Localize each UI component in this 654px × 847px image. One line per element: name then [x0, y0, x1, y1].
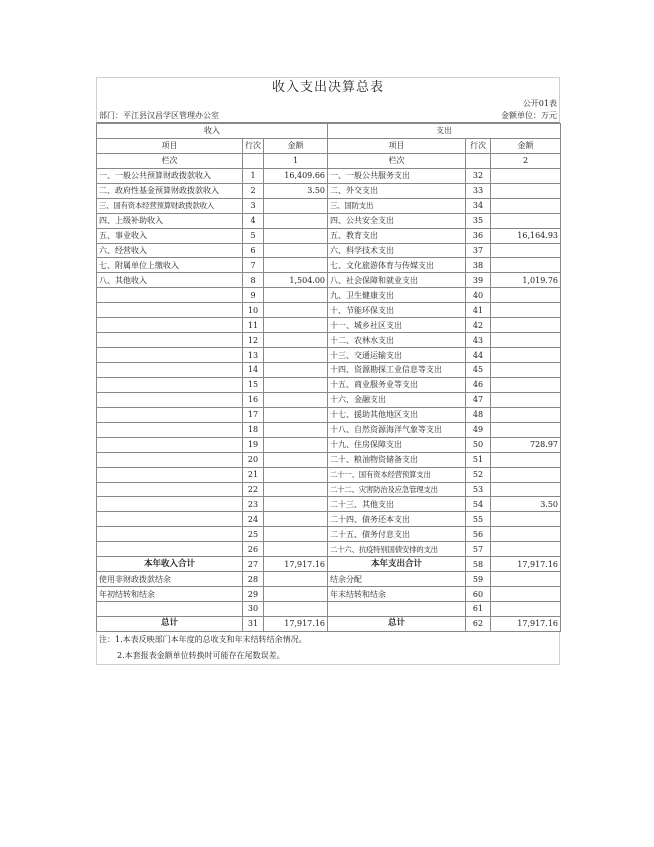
income-rowno-cell: 16	[243, 392, 264, 407]
expense-rowno-cell: 56	[466, 527, 491, 542]
expense-item-cell	[328, 602, 466, 617]
expense-item-cell: 三、国防支出	[328, 198, 466, 213]
expense-rowno-cell: 58	[466, 557, 491, 572]
expense-amount-cell	[491, 213, 561, 228]
income-rowno-cell: 12	[243, 333, 264, 348]
expense-item-cell: 七、文化旅游体育与传媒支出	[328, 258, 466, 273]
expense-rowno-cell: 52	[466, 467, 491, 482]
table-row	[97, 482, 561, 497]
income-item-cell	[97, 318, 243, 333]
expense-amount-cell	[491, 392, 561, 407]
expense-amount-cell	[491, 377, 561, 392]
expense-rowno-cell: 34	[466, 198, 491, 213]
expense-amount-cell	[491, 288, 561, 303]
amount-unit: 金额单位：万元	[501, 111, 557, 120]
expense-rowno-cell: 40	[466, 288, 491, 303]
expense-rowno-cell: 51	[466, 452, 491, 467]
expense-amount-cell	[491, 348, 561, 363]
income-amount-cell	[264, 482, 328, 497]
expense-amount-cell	[491, 243, 561, 258]
table-row	[97, 303, 561, 318]
income-amount-cell	[264, 288, 328, 303]
expense-amount-cell	[491, 452, 561, 467]
department-name: 部门：平江县汉昌学区管理办公室	[99, 111, 219, 120]
income-amount-cell	[264, 467, 328, 482]
expense-rowno-cell: 50	[466, 437, 491, 452]
income-rowno-cell: 18	[243, 422, 264, 437]
expense-amount-cell: 16,164.93	[491, 228, 561, 243]
expense-amount-cell	[491, 602, 561, 617]
table-row	[97, 213, 561, 228]
expense-rowno-cell: 46	[466, 377, 491, 392]
income-column-blank	[243, 153, 264, 168]
income-item-cell: 使用非财政拨款结余	[97, 572, 243, 587]
expense-rowno-header: 行次	[466, 138, 491, 153]
income-amount-cell: 16,409.66	[264, 168, 328, 183]
income-item-cell: 一、一般公共预算财政拨款收入	[97, 168, 243, 183]
income-item-cell	[97, 497, 243, 512]
notes-section	[96, 632, 560, 665]
expense-item-cell: 十九、住房保障支出	[328, 437, 466, 452]
table-row	[97, 452, 561, 467]
income-amount-cell	[264, 452, 328, 467]
expense-rowno-cell: 61	[466, 602, 491, 617]
income-amount-cell	[264, 512, 328, 527]
department-row	[96, 110, 560, 123]
income-rowno-cell: 3	[243, 198, 264, 213]
income-rowno-cell: 11	[243, 318, 264, 333]
expense-amount-cell	[491, 168, 561, 183]
income-rowno-cell: 7	[243, 258, 264, 273]
income-rowno-cell: 9	[243, 288, 264, 303]
expense-item-cell: 结余分配	[328, 572, 466, 587]
section-header-row	[97, 124, 561, 139]
table-row	[97, 258, 561, 273]
income-amount-cell	[264, 363, 328, 378]
expense-amount-cell	[491, 467, 561, 482]
expense-item-cell: 二十三、其他支出	[328, 497, 466, 512]
table-row	[97, 467, 561, 482]
income-item-cell	[97, 333, 243, 348]
income-rowno-cell: 30	[243, 602, 264, 617]
expense-rowno-cell: 47	[466, 392, 491, 407]
income-item-cell	[97, 288, 243, 303]
expense-item-cell: 二十二、灾害防治及应急管理支出	[328, 482, 466, 497]
expense-column-label: 栏次	[328, 153, 466, 168]
table-row	[97, 198, 561, 213]
expense-item-cell: 四、公共安全支出	[328, 213, 466, 228]
income-rowno-cell: 25	[243, 527, 264, 542]
income-amount-cell	[264, 497, 328, 512]
expense-amount-cell	[491, 318, 561, 333]
income-amount-cell	[264, 333, 328, 348]
income-item-cell	[97, 542, 243, 557]
income-amount-cell	[264, 437, 328, 452]
income-rowno-cell: 31	[243, 616, 264, 631]
income-item-cell: 八、其他收入	[97, 273, 243, 288]
income-rowno-header: 行次	[243, 138, 264, 153]
expense-rowno-cell: 41	[466, 303, 491, 318]
expense-rowno-cell: 44	[466, 348, 491, 363]
table-row	[97, 542, 561, 557]
table-row	[97, 572, 561, 587]
expense-rowno-cell: 49	[466, 422, 491, 437]
table-row	[97, 422, 561, 437]
income-rowno-cell: 5	[243, 228, 264, 243]
income-amount-cell	[264, 198, 328, 213]
income-item-cell	[97, 363, 243, 378]
note-line: 注：1.本表反映部门本年度的总收支和年末结转结余情况。	[99, 634, 307, 644]
table-row	[97, 273, 561, 288]
table-row	[97, 392, 561, 407]
expense-amount-cell	[491, 527, 561, 542]
income-item-cell	[97, 392, 243, 407]
expense-item-cell: 年末结转和结余	[328, 587, 466, 602]
expense-amount-cell	[491, 482, 561, 497]
form-number: 公开01表	[96, 98, 560, 110]
expense-amount-cell	[491, 303, 561, 318]
expense-item-cell: 十三、交通运输支出	[328, 348, 466, 363]
income-amount-cell: 17,917.16	[264, 557, 328, 572]
income-item-header: 项目	[97, 138, 243, 153]
income-amount-cell	[264, 303, 328, 318]
income-amount-cell	[264, 243, 328, 258]
expense-amount-cell: 3.50	[491, 497, 561, 512]
expense-item-cell: 十一、城乡社区支出	[328, 318, 466, 333]
income-item-cell	[97, 422, 243, 437]
income-amount-cell	[264, 258, 328, 273]
income-rowno-cell: 19	[243, 437, 264, 452]
expense-amount-cell	[491, 572, 561, 587]
expense-rowno-cell: 45	[466, 363, 491, 378]
table-row	[97, 168, 561, 183]
income-rowno-cell: 24	[243, 512, 264, 527]
expense-amount-header: 金额	[491, 138, 561, 153]
table-row	[97, 407, 561, 422]
expense-rowno-cell: 54	[466, 497, 491, 512]
income-section-header: 收入	[97, 124, 328, 139]
note-line: 2.本套报表金额单位转换时可能存在尾数误差。	[117, 650, 285, 660]
table-row	[97, 437, 561, 452]
page-title: 收入支出决算总表	[96, 77, 560, 98]
expense-rowno-cell: 39	[466, 273, 491, 288]
expense-rowno-cell: 36	[466, 228, 491, 243]
expense-item-cell: 五、教育支出	[328, 228, 466, 243]
expense-rowno-cell: 55	[466, 512, 491, 527]
table-row	[97, 363, 561, 378]
income-amount-cell	[264, 392, 328, 407]
income-amount-cell: 17,917.16	[264, 616, 328, 631]
expense-rowno-cell: 38	[466, 258, 491, 273]
income-item-cell: 二、政府性基金预算财政拨款收入	[97, 183, 243, 198]
expense-amount-cell	[491, 198, 561, 213]
expense-rowno-cell: 32	[466, 168, 491, 183]
expense-item-cell: 十五、商业服务业等支出	[328, 377, 466, 392]
income-column-index: 1	[264, 153, 328, 168]
column-header-row	[97, 138, 561, 153]
expense-item-cell: 八、社会保障和就业支出	[328, 273, 466, 288]
table-row	[97, 183, 561, 198]
table-row	[97, 602, 561, 617]
income-item-cell	[97, 407, 243, 422]
income-rowno-cell: 17	[243, 407, 264, 422]
income-rowno-cell: 28	[243, 572, 264, 587]
income-item-cell: 六、经营收入	[97, 243, 243, 258]
expense-amount-cell	[491, 258, 561, 273]
table-row	[97, 288, 561, 303]
expense-amount-cell	[491, 333, 561, 348]
income-rowno-cell: 27	[243, 557, 264, 572]
table-row	[97, 557, 561, 572]
final-accounts-sheet	[96, 77, 560, 665]
income-item-cell: 三、国有资本经营预算财政拨款收入	[97, 198, 243, 213]
expense-column-blank	[466, 153, 491, 168]
expense-item-cell: 十六、金融支出	[328, 392, 466, 407]
income-amount-cell	[264, 587, 328, 602]
expense-item-cell: 二十五、债务付息支出	[328, 527, 466, 542]
table-row	[97, 527, 561, 542]
expense-item-cell: 十七、援助其他地区支出	[328, 407, 466, 422]
income-amount-cell	[264, 377, 328, 392]
income-item-cell	[97, 527, 243, 542]
income-rowno-cell: 4	[243, 213, 264, 228]
income-item-cell: 本年收入合计	[97, 557, 243, 572]
expense-rowno-cell: 33	[466, 183, 491, 198]
expense-amount-cell	[491, 422, 561, 437]
expense-rowno-cell: 60	[466, 587, 491, 602]
expense-item-cell: 十二、农林水支出	[328, 333, 466, 348]
income-amount-cell	[264, 527, 328, 542]
expense-amount-cell	[491, 363, 561, 378]
income-amount-cell	[264, 572, 328, 587]
income-rowno-cell: 23	[243, 497, 264, 512]
income-rowno-cell: 20	[243, 452, 264, 467]
income-item-cell: 四、上级补助收入	[97, 213, 243, 228]
income-rowno-cell: 26	[243, 542, 264, 557]
expense-item-cell: 二、外交支出	[328, 183, 466, 198]
expense-section-header: 支出	[328, 124, 561, 139]
expense-rowno-cell: 42	[466, 318, 491, 333]
expense-amount-cell: 728.97	[491, 437, 561, 452]
expense-item-cell: 十八、自然资源海洋气象等支出	[328, 422, 466, 437]
expense-amount-cell	[491, 587, 561, 602]
income-item-cell: 总计	[97, 616, 243, 631]
income-item-cell	[97, 482, 243, 497]
income-rowno-cell: 13	[243, 348, 264, 363]
income-item-cell: 五、事业收入	[97, 228, 243, 243]
income-item-cell: 七、附属单位上缴收入	[97, 258, 243, 273]
expense-item-cell: 二十四、债务还本支出	[328, 512, 466, 527]
income-rowno-cell: 2	[243, 183, 264, 198]
expense-amount-cell: 17,917.16	[491, 557, 561, 572]
expense-item-cell: 六、科学技术支出	[328, 243, 466, 258]
income-rowno-cell: 21	[243, 467, 264, 482]
expense-item-header: 项目	[328, 138, 466, 153]
expense-rowno-cell: 59	[466, 572, 491, 587]
expense-amount-cell	[491, 512, 561, 527]
table-row	[97, 243, 561, 258]
income-amount-cell	[264, 422, 328, 437]
table-row	[97, 497, 561, 512]
expense-rowno-cell: 43	[466, 333, 491, 348]
income-item-cell	[97, 348, 243, 363]
income-item-cell	[97, 512, 243, 527]
income-column-label: 栏次	[97, 153, 243, 168]
income-amount-cell	[264, 407, 328, 422]
income-rowno-cell: 14	[243, 363, 264, 378]
table-body	[97, 168, 561, 631]
expense-item-cell: 一、一般公共服务支出	[328, 168, 466, 183]
table-row	[97, 377, 561, 392]
expense-item-cell: 十、节能环保支出	[328, 303, 466, 318]
income-rowno-cell: 10	[243, 303, 264, 318]
table-row	[97, 587, 561, 602]
income-item-cell	[97, 303, 243, 318]
income-item-cell	[97, 452, 243, 467]
expense-amount-cell	[491, 183, 561, 198]
income-rowno-cell: 22	[243, 482, 264, 497]
expense-amount-cell: 17,917.16	[491, 616, 561, 631]
table-row	[97, 512, 561, 527]
expense-item-cell: 二十六、抗疫特别国债安排的支出	[328, 542, 466, 557]
income-rowno-cell: 8	[243, 273, 264, 288]
income-amount-cell	[264, 348, 328, 363]
income-item-cell	[97, 377, 243, 392]
expense-amount-cell: 1,019.76	[491, 273, 561, 288]
expense-item-cell: 二十、粮油物资储备支出	[328, 452, 466, 467]
expense-rowno-cell: 53	[466, 482, 491, 497]
income-amount-cell	[264, 228, 328, 243]
income-amount-cell: 1,504.00	[264, 273, 328, 288]
table-row	[97, 318, 561, 333]
income-amount-header: 金额	[264, 138, 328, 153]
expense-rowno-cell: 35	[466, 213, 491, 228]
table-row	[97, 348, 561, 363]
expense-item-cell: 本年支出合计	[328, 557, 466, 572]
income-amount-cell	[264, 213, 328, 228]
summary-table	[96, 123, 561, 632]
income-rowno-cell: 6	[243, 243, 264, 258]
expense-item-cell: 总计	[328, 616, 466, 631]
table-row	[97, 333, 561, 348]
income-amount-cell	[264, 318, 328, 333]
income-item-cell: 年初结转和结余	[97, 587, 243, 602]
expense-rowno-cell: 57	[466, 542, 491, 557]
table-row	[97, 616, 561, 631]
income-amount-cell	[264, 542, 328, 557]
income-amount-cell	[264, 602, 328, 617]
expense-amount-cell	[491, 542, 561, 557]
income-item-cell	[97, 467, 243, 482]
expense-item-cell: 十四、资源勘探工业信息等支出	[328, 363, 466, 378]
expense-rowno-cell: 48	[466, 407, 491, 422]
expense-item-cell: 九、卫生健康支出	[328, 288, 466, 303]
income-item-cell	[97, 437, 243, 452]
expense-item-cell: 二十一、国有资本经营预算支出	[328, 467, 466, 482]
expense-amount-cell	[491, 407, 561, 422]
table-row	[97, 228, 561, 243]
expense-rowno-cell: 62	[466, 616, 491, 631]
income-item-cell	[97, 602, 243, 617]
column-index-row	[97, 153, 561, 168]
expense-rowno-cell: 37	[466, 243, 491, 258]
income-rowno-cell: 1	[243, 168, 264, 183]
income-rowno-cell: 29	[243, 587, 264, 602]
expense-column-index: 2	[491, 153, 561, 168]
income-amount-cell: 3.50	[264, 183, 328, 198]
income-rowno-cell: 15	[243, 377, 264, 392]
